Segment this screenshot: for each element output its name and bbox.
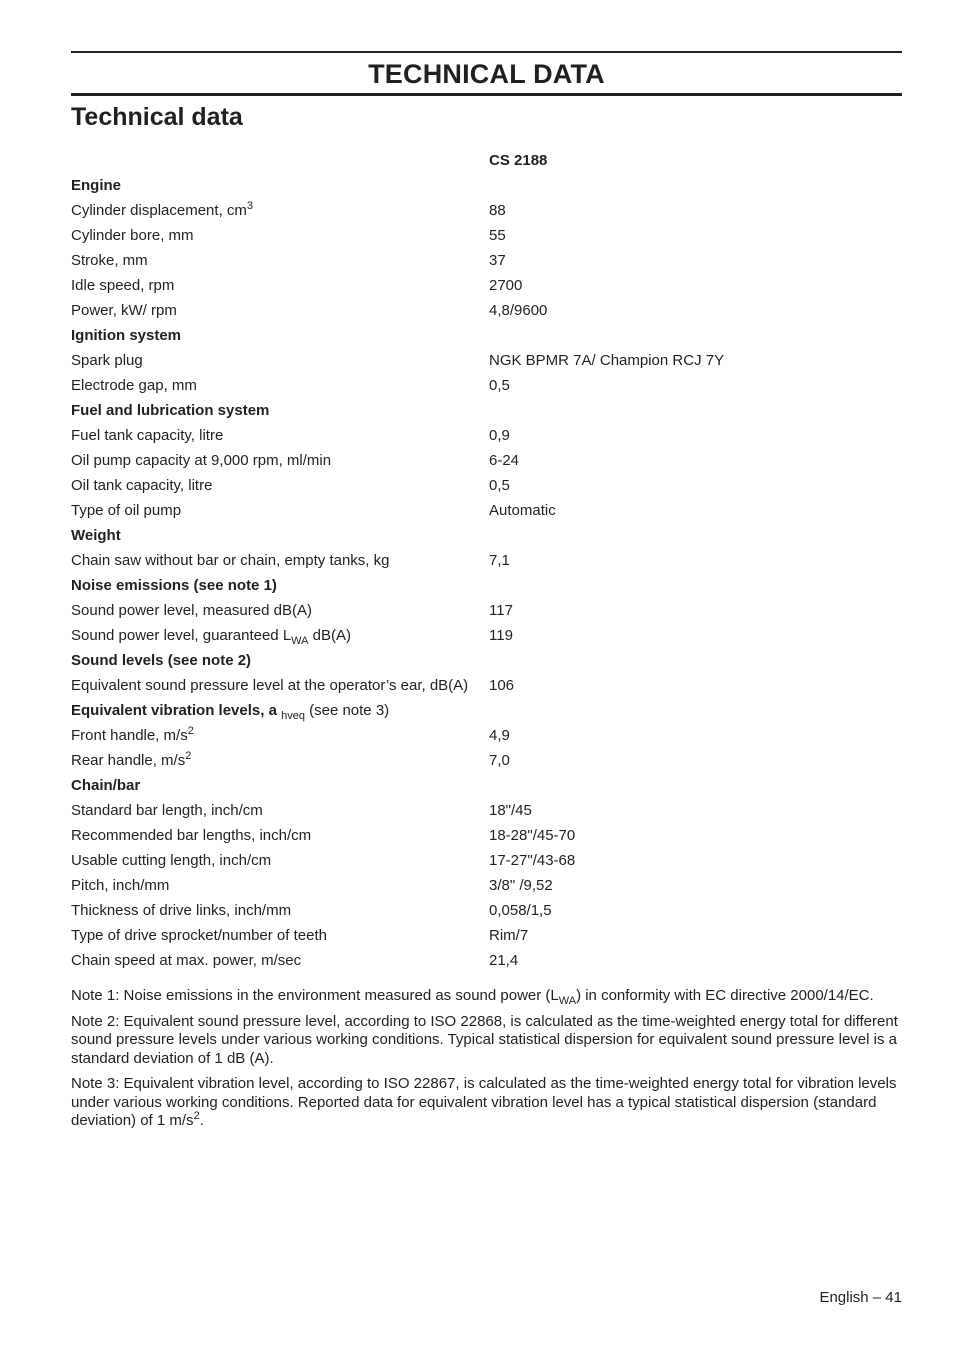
spec-group-row [71,773,724,798]
spec-value: 55 [489,226,506,244]
spec-value: 7,1 [489,551,510,569]
page-footer: English – 41 [819,1289,902,1306]
spec-value: 88 [489,201,506,219]
spec-row [71,748,724,773]
spec-group-row [71,398,724,423]
spec-value: 0,058/1,5 [489,901,552,919]
spec-value: 2700 [489,276,523,294]
spec-row [71,373,724,398]
spec-label [71,598,489,623]
spec-row [71,598,724,623]
note-2: Note 2: Equivalent sound pressure level, according to ISO 22868, is calculated as the time-weighted energy total for different sound pressure levels under various working conditions. Typical statistical dispersion for equivalent sound pressure level is a standard deviation of 1 dB (A). [71,1012,898,1067]
section-title: Technical data [71,103,243,131]
note-1-text: Note 1: Noise emissions in the environment measured as sound power (L [71,987,559,1004]
chapter-banner: TECHNICAL DATA [71,51,902,96]
spec-label-text: Power, kW/ rpm [71,301,177,319]
spec-label [71,448,489,473]
spec-label-subscript: WA [291,634,309,647]
spec-value: 7,0 [489,751,510,769]
spec-row [71,948,724,973]
spec-value: 0,5 [489,476,510,494]
spec-value: 21,4 [489,951,519,969]
note-3-text: Note 3: Equivalent vibration level, according to ISO 22867, is calculated as the time-weighted energy total for vibration levels under various working conditions. Reported data for equivalent vibration level has a typical statistical dispersion (standard deviation) of 1 m/s [71,1075,897,1129]
spec-row [71,623,724,648]
spec-row [71,873,724,898]
spec-label-text: Oil tank capacity, litre [71,476,213,494]
spec-value-empty [489,398,724,423]
spec-label-suffix: (see note 3) [304,701,390,719]
spec-label [71,223,489,248]
spec-group-row [71,648,724,673]
spec-value: 117 [489,601,513,619]
spec-value: 3/8" /9,52 [489,876,553,894]
spec-value: NGK BPMR 7A/ Champion RCJ 7Y [489,351,725,369]
spec-label [71,248,489,273]
spec-group-heading [71,648,489,673]
spec-label [71,948,489,973]
spec-label [71,798,489,823]
spec-label [71,873,489,898]
model-name: CS 2188 [489,151,548,169]
spec-label-text: Spark plug [71,351,143,369]
spec-label [71,348,489,373]
spec-value: 119 [489,626,513,644]
spec-label-text: Equivalent vibration levels, a [71,701,282,719]
spec-label-text: Fuel and lubrication system [71,401,270,419]
note-1-text-end: ) in conformity with EC directive 2000/14/EC. [576,987,874,1004]
spec-row [71,423,724,448]
spec-label [71,673,489,698]
spec-label [71,623,489,648]
spec-label [71,548,489,573]
spec-label [71,898,489,923]
spec-value: 0,5 [489,376,510,394]
spec-group-heading [71,323,489,348]
spec-group-heading [71,773,489,798]
spec-label [71,723,489,748]
spec-label [71,498,489,523]
spec-row [71,923,724,948]
spec-group-row [71,523,724,548]
spec-group-heading [71,398,489,423]
spec-row [71,498,724,523]
spec-group-heading [71,173,489,198]
spec-label-text: Usable cutting length, inch/cm [71,851,272,869]
spec-value: 4,8/9600 [489,301,548,319]
spec-row [71,473,724,498]
spec-label-text: Front handle, m/s [71,726,188,744]
spec-group-row [71,173,724,198]
spec-label-text: Electrode gap, mm [71,376,197,394]
spec-label-text: Thickness of drive links, inch/mm [71,901,292,919]
spec-value-empty [489,323,724,348]
spec-label [71,848,489,873]
spec-row [71,248,724,273]
spec-label-text: Chain speed at max. power, m/sec [71,951,302,969]
spec-row [71,898,724,923]
spec-label-text: Rear handle, m/s [71,751,186,769]
spec-row [71,273,724,298]
spec-value: Automatic [489,501,556,519]
spec-label-text: Fuel tank capacity, litre [71,426,224,444]
note-1 [71,987,902,1006]
spec-row [71,198,724,223]
spec-label-text: Cylinder displacement, cm [71,201,247,219]
spec-group-row [71,698,724,723]
note-3-superscript: 2 [193,1110,200,1122]
spec-value-empty [489,773,724,798]
spec-value: 4,9 [489,726,510,744]
spec-row [71,448,724,473]
spec-label-subscript: hveq [281,709,305,722]
spec-label-text: Ignition system [71,326,182,344]
spec-value: 18-28"/45-70 [489,826,576,844]
spec-group-heading [71,698,489,723]
spec-label-text: Engine [71,176,122,194]
spec-value: 17-27"/43-68 [489,851,576,869]
model-header-row [71,148,724,173]
spec-label-text: Pitch, inch/mm [71,876,170,894]
spec-group-heading [71,523,489,548]
spec-label-text: Noise emissions (see note 1) [71,576,277,594]
spec-value-empty [489,698,724,723]
spec-value: Rim/7 [489,926,529,944]
spec-row [71,298,724,323]
spec-label [71,823,489,848]
spec-group-row [71,573,724,598]
spec-row [71,798,724,823]
spec-table [71,148,724,973]
spec-label-text: Sound levels (see note 2) [71,651,252,669]
spec-row [71,723,724,748]
spec-label-superscript: 2 [187,724,194,737]
spec-label-text: Weight [71,526,121,544]
spec-row [71,848,724,873]
spec-label [71,198,489,223]
model-header-spacer [71,148,489,173]
spec-label-superscript: 3 [246,199,254,212]
spec-value-empty [489,173,724,198]
spec-label-text: Cylinder bore, mm [71,226,194,244]
spec-label-superscript: 2 [185,749,192,762]
spec-value: 0,9 [489,426,510,444]
spec-value: 6-24 [489,451,520,469]
spec-label-text: Equivalent sound pressure level at the operator’s ear, dB(A) [71,676,469,694]
spec-label-text: Type of drive sprocket/number of teeth [71,926,327,944]
spec-label-text: Type of oil pump [71,501,182,519]
spec-row [71,223,724,248]
spec-value: 106 [489,676,515,694]
spec-label-text: Chain saw without bar or chain, empty tanks, kg [71,551,390,569]
spec-row [71,823,724,848]
spec-label-text: Sound power level, measured dB(A) [71,601,312,619]
spec-label-suffix: dB(A) [308,626,351,644]
spec-label [71,473,489,498]
note-3-text-end: . [199,1112,204,1129]
spec-label-text: Idle speed, rpm [71,276,175,294]
spec-value-empty [489,573,724,598]
spec-group-heading [71,573,489,598]
document-page [71,51,902,1138]
spec-label-text: Sound power level, guaranteed L [71,626,292,644]
spec-row [71,348,724,373]
spec-label [71,423,489,448]
spec-label [71,273,489,298]
spec-label [71,923,489,948]
spec-label-text: Chain/bar [71,776,141,794]
spec-row [71,548,724,573]
spec-label-text: Oil pump capacity at 9,000 rpm, ml/min [71,451,332,469]
spec-label [71,373,489,398]
spec-value-empty [489,523,724,548]
spec-row [71,673,724,698]
spec-label-text: Stroke, mm [71,251,148,269]
spec-label [71,298,489,323]
spec-label-text: Standard bar length, inch/cm [71,801,263,819]
note-1-subscript: WA [558,995,577,1007]
spec-label-text: Recommended bar lengths, inch/cm [71,826,312,844]
notes [71,987,902,1131]
spec-group-row [71,323,724,348]
note-3 [71,1075,902,1131]
spec-label [71,748,489,773]
spec-value: 37 [489,251,506,269]
spec-value-empty [489,648,724,673]
spec-value: 18"/45 [489,801,532,819]
